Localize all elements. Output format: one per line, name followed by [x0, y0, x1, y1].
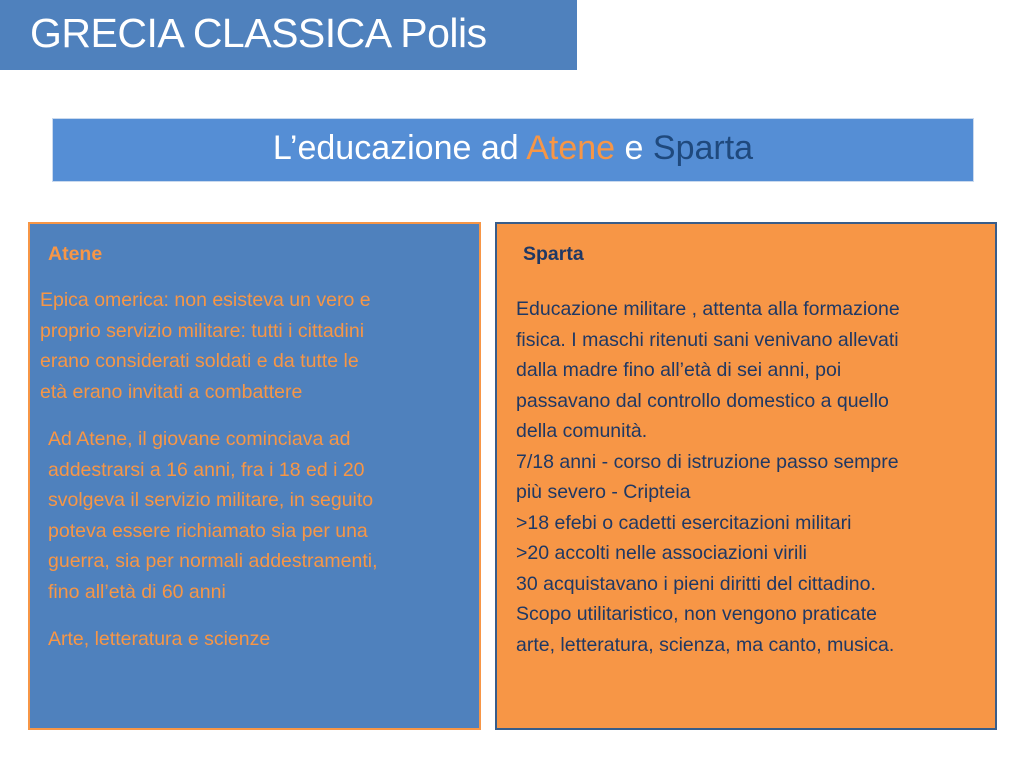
subtitle-atene: Atene [526, 129, 616, 167]
atene-heading: Atene [48, 243, 103, 265]
sparta-heading: Sparta [523, 243, 584, 265]
atene-paragraph-epica: Epica omerica: non esisteva un vero e proprio servizio militare: tutti i cittadini erano considerati soldati e da tutte le età erano invitati a combattere [40, 289, 371, 403]
sparta-paragraph-educazione: Educazione militare , attenta alla formazione fisica. I maschi ritenuti sani venivano allevati dalla madre fino all’età di sei anni, poi passavano dal controllo domestico a quello della comunità. 7/18 anni - corso di istruzione passo sempre più severo - Cripteia >18 efebi o cadetti esercitazioni militari >20 accolti nelle associazioni virili 30 acquistavano i pieni diritti del cittadino. Scopo utilitaristico, non vengono praticate arte, letteratura, scienza, ma canto, musica. [516, 298, 900, 656]
subtitle-sparta: Sparta [652, 129, 754, 167]
sparta-panel [495, 222, 997, 730]
subtitle-middle: e [615, 129, 653, 167]
atene-paragraph-addestramento: Ad Atene, il giovane cominciava ad addestrarsi a 16 anni, fra i 18 ed i 20 svolgeva il servizio militare, in seguito poteva essere richiamato sia per una guerra, sia per normali addestramenti, fino all’età di 60 anni [48, 428, 378, 603]
subtitle-prefix: L’educazione ad [272, 129, 527, 167]
atene-paragraph-arte: Arte, letteratura e scienze [48, 628, 271, 650]
section-subtitle [52, 118, 974, 182]
slide-title: GRECIA CLASSICA Polis [0, 0, 577, 70]
atene-panel [28, 222, 481, 730]
